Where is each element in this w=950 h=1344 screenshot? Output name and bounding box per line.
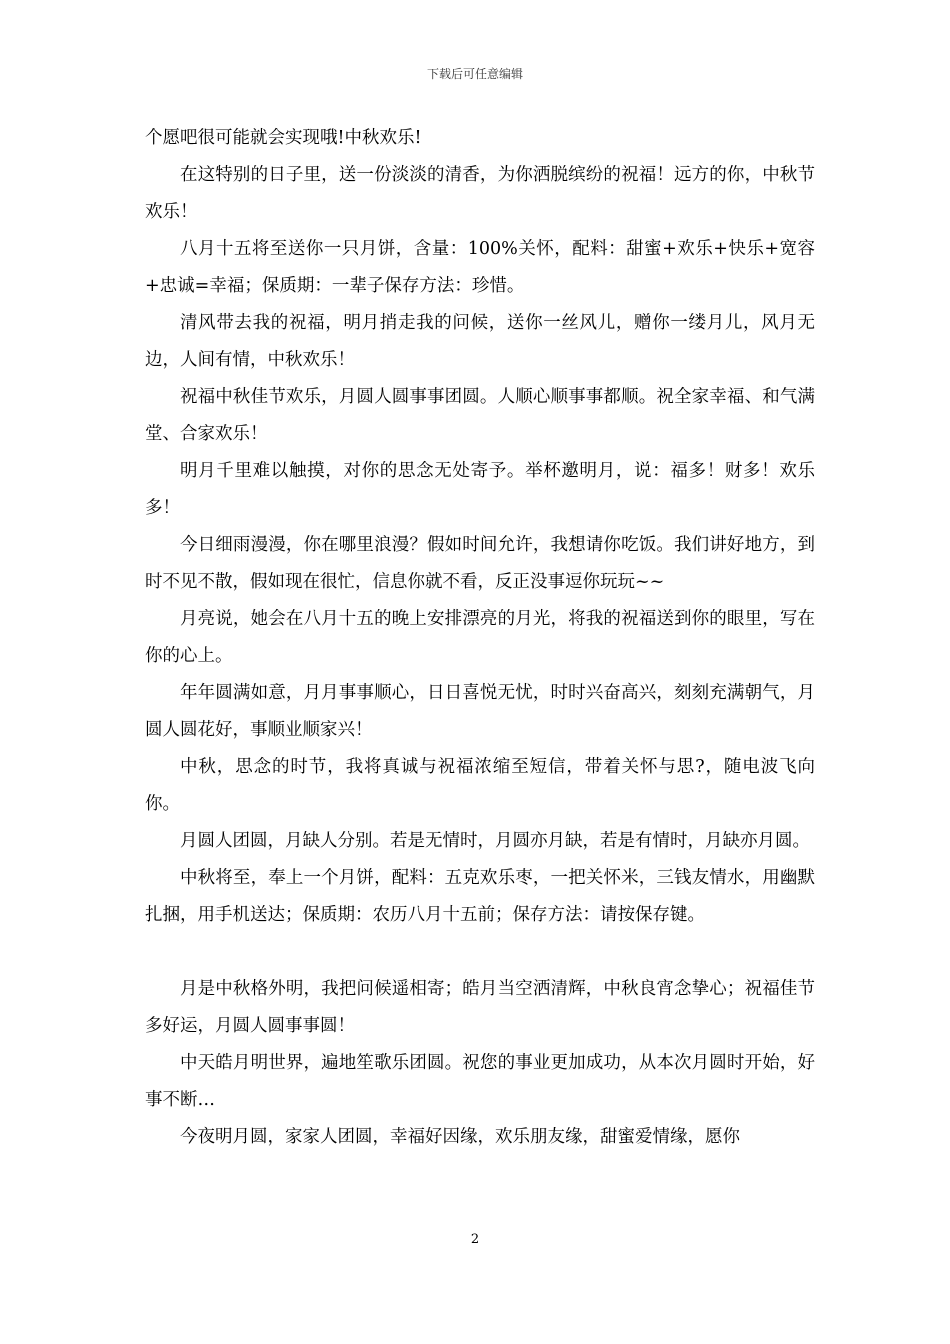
- blank-line: [145, 934, 815, 971]
- paragraph: 月圆人团圆，月缺人分别。若是无情时，月圆亦月缺，若是有情时，月缺亦月圆。: [180, 831, 810, 851]
- paragraph: 清风带去我的祝福，明月捎走我的问候，送你一丝风儿，赠你一缕月儿，风月无边，人间有情，中秋欢乐！: [145, 313, 815, 370]
- paragraph: 在这特别的日子里，送一份淡淡的清香，为你洒脱缤纷的祝福！远方的你，中秋节欢乐！: [145, 165, 815, 222]
- paragraph: 中秋将至，奉上一个月饼，配料：五克欢乐枣，一把关怀米，三钱友情水，用幽默扎捆，用手机送达；保质期：农历八月十五前；保存方法：请按保存键。: [145, 868, 815, 925]
- document-body: [145, 120, 815, 1156]
- page-number: 2: [470, 1232, 480, 1247]
- paragraph: 中天皓月明世界，遍地笙歌乐团圆。祝您的事业更加成功，从本次月圆时开始，好事不断…: [145, 1053, 815, 1110]
- paragraph: 月是中秋格外明，我把问候遥相寄；皓月当空洒清辉，中秋良宵念挚心；祝福佳节多好运，月圆人圆事事圆！: [145, 979, 815, 1036]
- paragraph: 月亮说，她会在八月十五的晚上安排漂亮的月光，将我的祝福送到你的眼里，写在你的心上。: [145, 609, 815, 666]
- page-header: 下载后可任意编辑: [426, 67, 523, 81]
- paragraph: 八月十五将至送你一只月饼，含量：100%关怀，配料：甜蜜+欢乐+快乐+宽容+忠诚=幸福；保质期：一辈子保存方法：珍惜。: [145, 239, 815, 296]
- paragraph: 今夜明月圆，家家人团圆，幸福好因缘，欢乐朋友缘，甜蜜爱情缘，愿你: [180, 1127, 740, 1147]
- paragraph: 个愿吧很可能就会实现哦!中秋欢乐!: [145, 128, 422, 148]
- paragraph: 中秋，思念的时节，我将真诚与祝福浓缩至短信，带着关怀与思?，随电波飞向你。: [145, 757, 815, 814]
- paragraph: 祝福中秋佳节欢乐，月圆人圆事事团圆。人顺心顺事事都顺。祝全家幸福、和气满堂、合家欢乐！: [145, 387, 815, 444]
- paragraph: 今日细雨漫漫，你在哪里浪漫？假如时间允许，我想请你吃饭。我们讲好地方，到时不见不散，假如现在很忙，信息你就不看，反正没事逗你玩玩~~: [145, 535, 815, 592]
- paragraph: 明月千里难以触摸，对你的思念无处寄予。举杯邀明月，说：福多！财多！欢乐多！: [145, 461, 815, 518]
- paragraph: 年年圆满如意，月月事事顺心，日日喜悦无忧，时时兴奋高兴，刻刻充满朝气，月圆人圆花好，事顺业顺家兴！: [145, 683, 815, 740]
